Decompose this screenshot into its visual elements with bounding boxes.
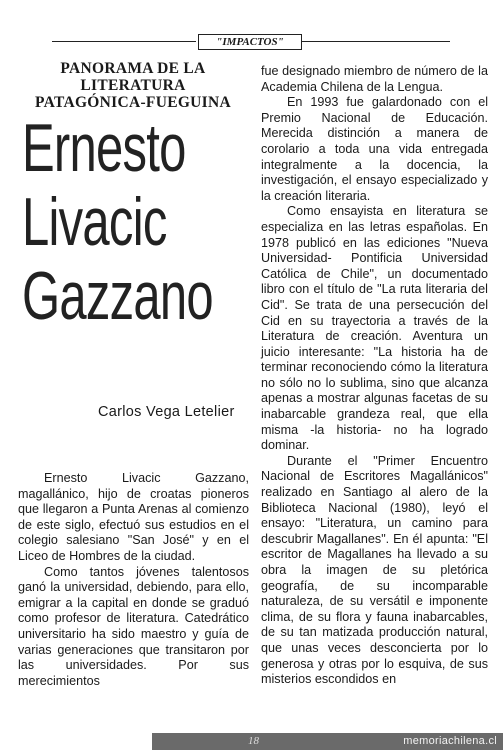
paragraph: Como tantos jóvenes talentosos ganó la universidad, debiendo, para ello, emigrar a la capital en donde se graduó como profesor de literatura. Catedrático universitario ha sido maestro y guía de varias generaciones que transitaron por las universidades. Por sus merecimientos [18, 564, 249, 688]
kicker-line-2: LITERATURA [80, 77, 186, 94]
name-line-2: Livacic [22, 184, 167, 260]
paragraph: Como ensayista en literatura se especializa en las letras españolas. En 1978 publicó en las ediciones "Nueva Universidad- Pontificia Universidad Católica de Chile", un documentado libro con el título de "La ruta literaria del Cid". Se trata de una persecución del Cid en su trayectoria a través de la Literatura de creación. Aventura un juicio interesante: "La historia ha de terminar reconociendo cómo la literatura no sólo no lo sublima, sino que alcanza apenas a mostrar algunas facetas de su inabarcable grandeza real, que ella misma -la historia- no ha logrado dominar. [261, 204, 488, 453]
author-byline: Carlos Vega Letelier [98, 404, 235, 420]
paragraph: Durante el "Primer Encuentro Nacional de Escritores Magallánicos" realizado en Santiago al alero de la Biblioteca Nacional (1980), leyó el ensayo: "Literatura, un camino para descubrir Magallanes". En él apunta: "El escritor de Magallanes ha llevado a su obra la imagen de su pletórica geografía, de su incomparable naturaleza, de su versátil e imponente clima, de su flora y fauna inabarcables, de su tan matizada producción natural, que unas veces desconcierta por lo generosa y otras por lo esquiva, de sus misterios escondidos en [261, 453, 488, 687]
right-column-text [261, 64, 488, 688]
title-block [18, 60, 248, 333]
paragraph: En 1993 fue galardonado con el Premio Nacional de Educación. Merecida distinción a manera de corolario a toda una vida entregada integralmente a la docencia, la investigación, el ensayo especializado y la creación literaria. [261, 95, 488, 203]
header-rule-left [52, 41, 196, 42]
kicker-line-1: PANORAMA DE LA [60, 60, 206, 77]
name-line-3: Gazzano [22, 258, 213, 334]
paragraph: Ernesto Livacic Gazzano, magallánico, hijo de croatas pioneros que llegaron a Punta Arenas al comienzo de este siglo, efectuó sus estudios en el colegio salesiano "San José" y en el Liceo de Hombres de la ciudad. [18, 471, 249, 563]
header-rule-right [302, 41, 450, 42]
section-tag: "IMPACTOS" [198, 34, 302, 50]
watermark: memoriachilena.cl [403, 735, 497, 747]
paragraph: fue designado miembro de número de la Academia Chilena de la Lengua. [261, 64, 488, 94]
left-column-text [18, 471, 249, 689]
kicker-line-3: PATAGÓNICA-FUEGUINA [35, 94, 231, 111]
page-number: 18 [248, 735, 259, 747]
name-line-1: Ernesto [22, 110, 186, 186]
